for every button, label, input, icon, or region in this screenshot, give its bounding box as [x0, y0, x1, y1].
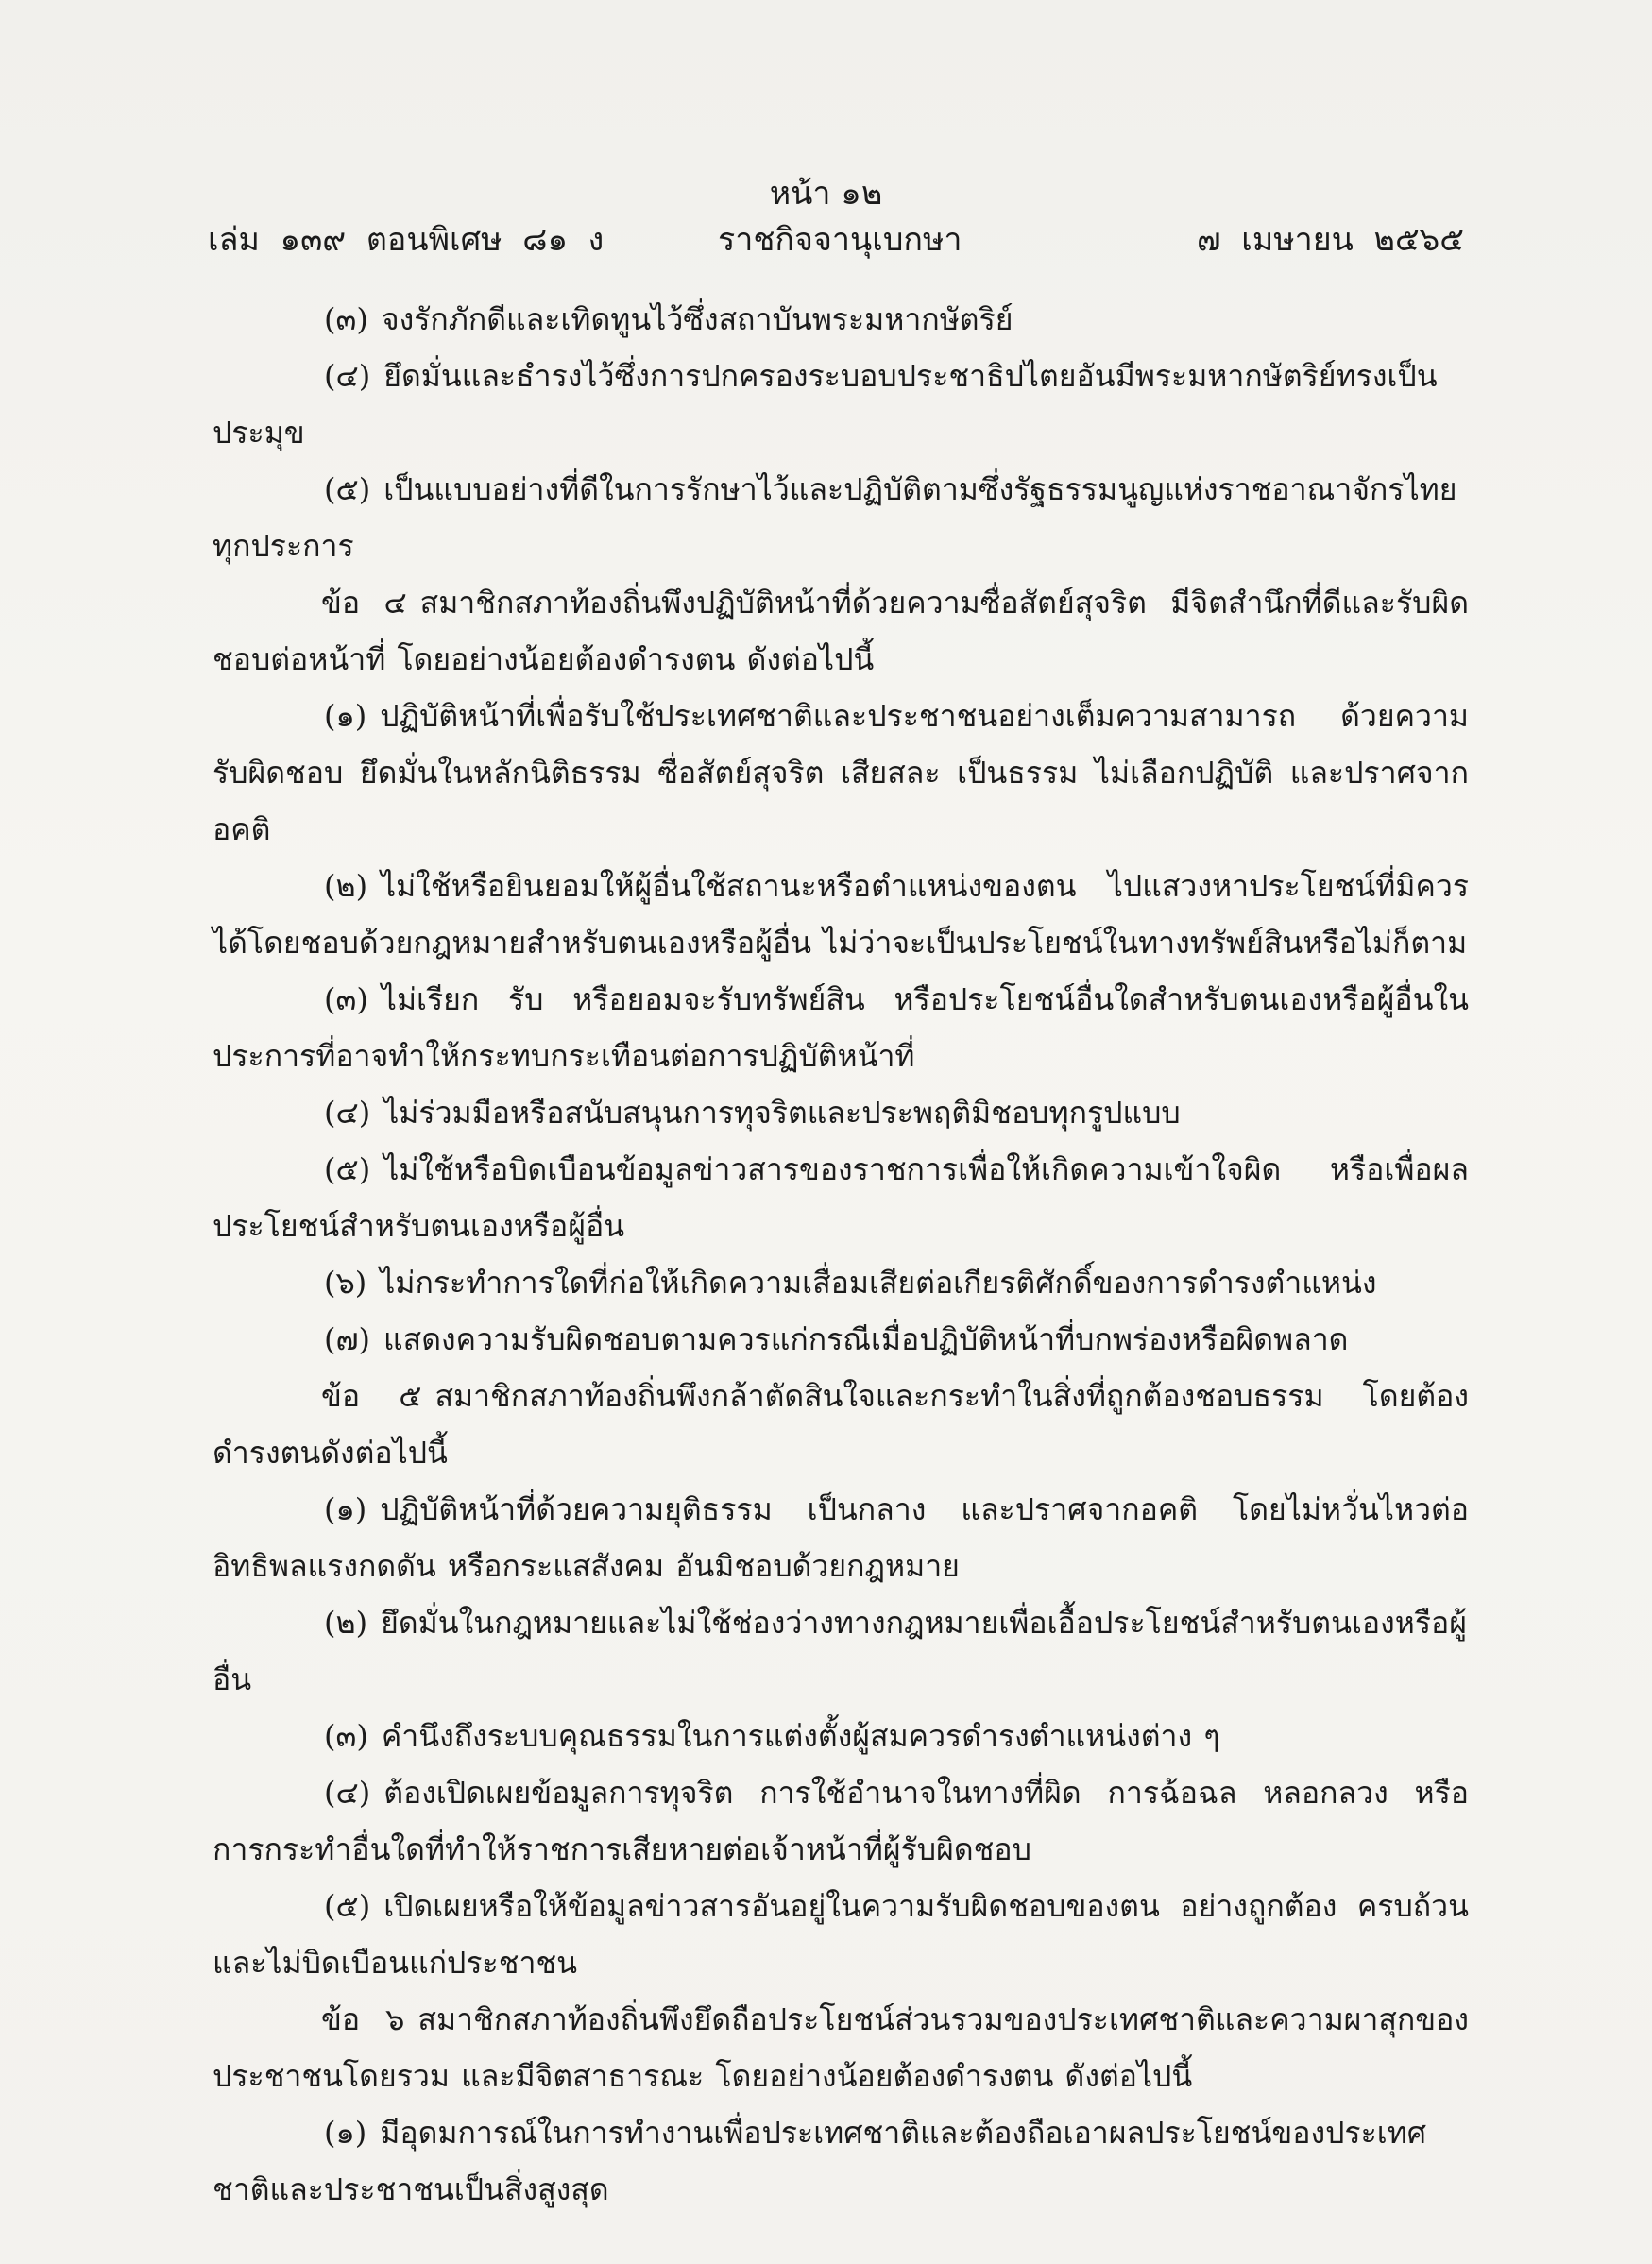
publication-title: ราชกิจจานุเบกษา	[718, 221, 962, 259]
paragraph: (๕) ไม่ใช้หรือบิดเบือนข้อมูลข่าวสารของราชการเพื่อให้เกิดความเข้าใจผิด หรือเพื่อผลประโยชน์สำหรับตนเองหรือผู้อื่น	[213, 1151, 1469, 1244]
paragraph: (๕) เปิดเผยหรือให้ข้อมูลข่าวสารอันอยู่ในความรับผิดชอบของตน อย่างถูกต้อง ครบถ้วนและไม่บิดเบือนแก่ประชาชน	[213, 1888, 1469, 1981]
paragraph: (๒) ยึดมั่นในกฎหมายและไม่ใช้ช่องว่างทางกฎหมายเพื่อเอื้อประโยชน์สำหรับตนเองหรือผู้อื่น	[213, 1605, 1467, 1697]
paragraph: (๗) แสดงความรับผิดชอบตามควรแก่กรณีเมื่อปฏิบัติหน้าที่บกพร่องหรือผิดพลาด	[324, 1321, 1349, 1357]
gazette-header	[208, 219, 1464, 266]
paragraph: (๑) ปฏิบัติหน้าที่เพื่อรับใช้ประเทศชาติและประชาชนอย่างเต็มความสามารถ ด้วยความรับผิดชอบ ยึดมั่นในหลักนิติธรรม ซื่อสัตย์สุจริต เสียสละ เป็นธรรม ไม่เลือกปฏิบัติ และปราศจากอคติ	[213, 698, 1469, 847]
page-number: หน้า ๑๒	[769, 175, 883, 213]
paragraph: (๓) ไม่เรียก รับ หรือยอมจะรับทรัพย์สิน หรือประโยชน์อื่นใดสำหรับตนเองหรือผู้อื่นในประการที่อาจทำให้กระทบกระเทือนต่อการปฏิบัติหน้าที่	[213, 981, 1469, 1074]
paragraph: (๖) ไม่กระทำการใดที่ก่อให้เกิดความเสื่อมเสียต่อเกียรติศักดิ์ของการดำรงตำแหน่ง	[324, 1265, 1377, 1301]
paragraph: (๓) จงรักภักดีและเทิดทูนไว้ซึ่งสถาบันพระมหากษัตริย์	[324, 301, 1013, 337]
paragraph: (๔) ต้องเปิดเผยข้อมูลการทุจริต การใช้อำนาจในทางที่ผิด การฉ้อฉล หลอกลวง หรือการกระทำอื่นใดที่ทำให้ราชการเสียหายต่อเจ้าหน้าที่ผู้รับผิดชอบ	[213, 1775, 1469, 1867]
document-body	[213, 291, 1469, 2218]
paragraph: (๓) คำนึงถึงระบบคุณธรรมในการแต่งตั้งผู้สมควรดำรงตำแหน่งต่าง ๆ	[324, 1718, 1220, 1754]
volume-info: เล่ม ๑๓๙ ตอนพิเศษ ๘๑ ง	[208, 221, 605, 259]
paragraph: (๔) ยึดมั่นและธำรงไว้ซึ่งการปกครองระบอบประชาธิปไตยอันมีพระมหากษัตริย์ทรงเป็นประมุข	[213, 358, 1438, 451]
paragraph: (๑) มีอุดมการณ์ในการทำงานเพื่อประเทศชาติและต้องถือเอาผลประโยชน์ของประเทศชาติและประชาชนเป็นสิ่งสูงสุด	[213, 2115, 1427, 2207]
paragraph: (๕) เป็นแบบอย่างที่ดีในการรักษาไว้และปฏิบัติตามซึ่งรัฐธรรมนูญแห่งราชอาณาจักรไทยทุกประการ	[213, 471, 1457, 564]
article-paragraph: ข้อ ๖ สมาชิกสภาท้องถิ่นพึงยึดถือประโยชน์ส่วนรวมของประเทศชาติและความผาสุกของประชาชนโดยรวม และมีจิตสาธารณะ โดยอย่างน้อยต้องดำรงตน ดังต่อไปนี้	[213, 2001, 1469, 2094]
paragraph: (๔) ไม่ร่วมมือหรือสนับสนุนการทุจริตและประพฤติมิชอบทุกรูปแบบ	[324, 1095, 1181, 1131]
paragraph: (๑) ปฏิบัติหน้าที่ด้วยความยุติธรรม เป็นกลาง และปราศจากอคติ โดยไม่หวั่นไหวต่ออิทธิพลแรงกดดัน หรือกระแสสังคม อันมิชอบด้วยกฎหมาย	[213, 1491, 1469, 1584]
publication-date: ๗ เมษายน ๒๕๖๕	[1197, 221, 1464, 259]
paragraph: (๒) ไม่ใช้หรือยินยอมให้ผู้อื่นใช้สถานะหรือตำแหน่งของตน ไปแสวงหาประโยชน์ที่มิควรได้โดยชอบด้วยกฎหมายสำหรับตนเองหรือผู้อื่น ไม่ว่าจะเป็นประโยชน์ในทางทรัพย์สินหรือไม่ก็ตาม	[213, 868, 1469, 961]
article-paragraph: ข้อ ๔ สมาชิกสภาท้องถิ่นพึงปฏิบัติหน้าที่ด้วยความซื่อสัตย์สุจริต มีจิตสำนึกที่ดีและรับผิดชอบต่อหน้าที่ โดยอย่างน้อยต้องดำรงตน ดังต่อไปนี้	[213, 585, 1469, 677]
article-paragraph: ข้อ ๕ สมาชิกสภาท้องถิ่นพึงกล้าตัดสินใจและกระทำในสิ่งที่ถูกต้องชอบธรรม โดยต้องดำรงตนดังต่อไปนี้	[213, 1378, 1469, 1471]
